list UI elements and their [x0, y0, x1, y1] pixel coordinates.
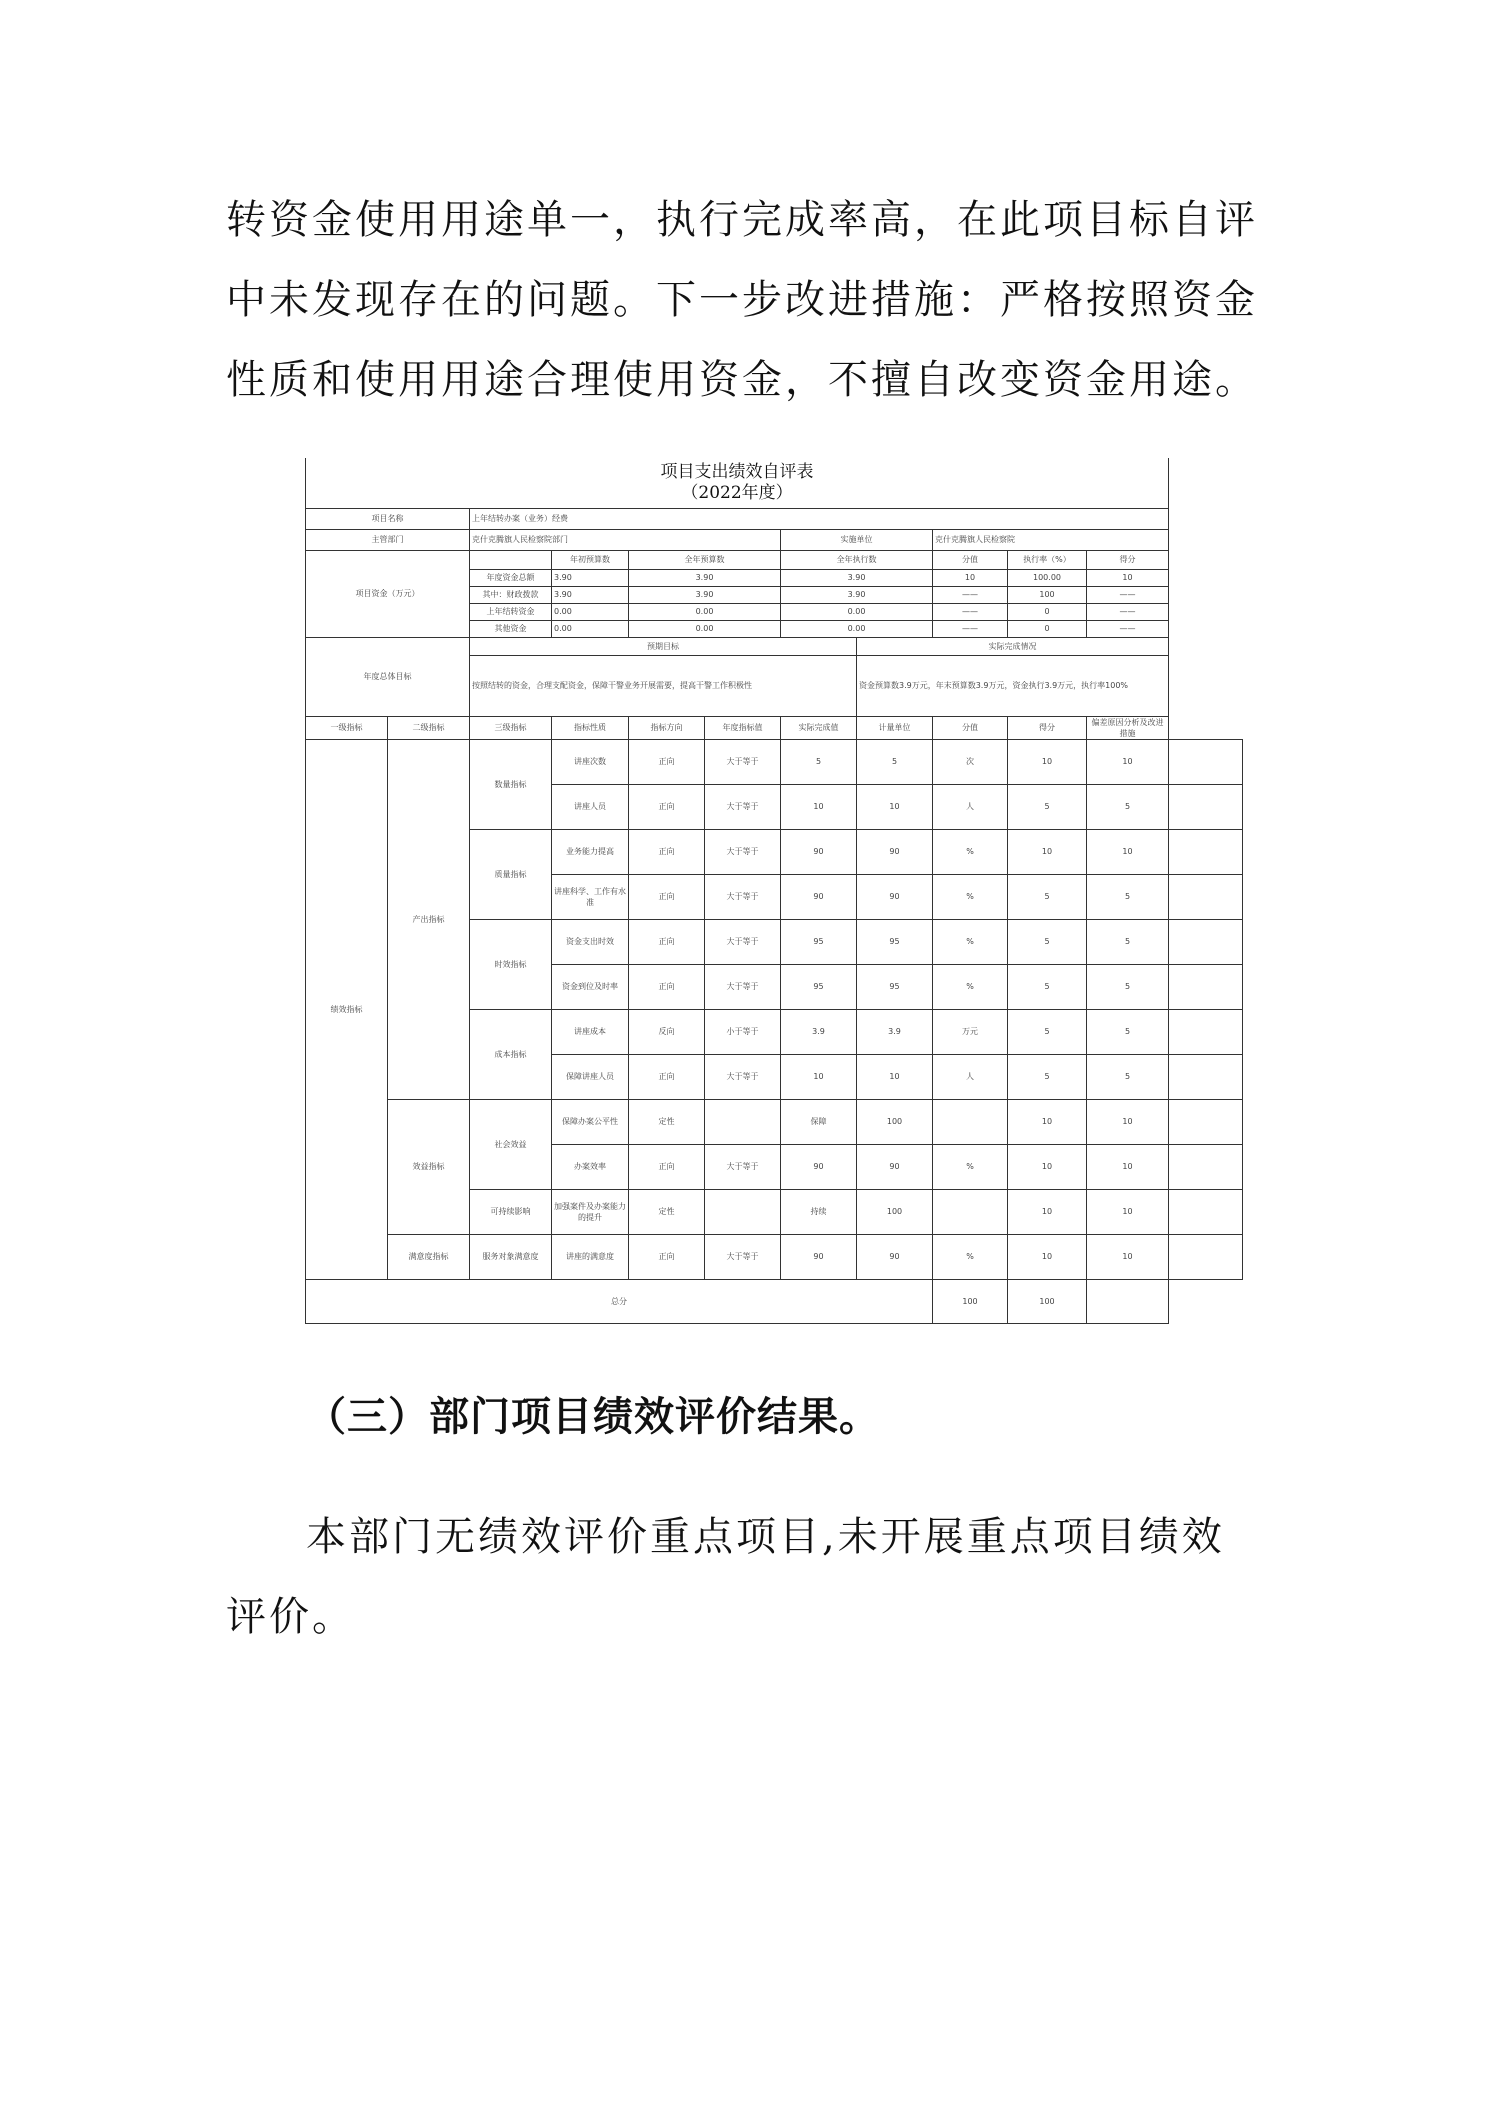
impl-value: 克什克腾旗人民检察院 [933, 529, 1169, 550]
indicator-row: 质量指标 业务能力提高 正向 大于等于 90 90 % 10 10 [306, 829, 1243, 874]
indicator-row: 成本指标 讲座成本 反向 小于等于 3.9 3.9 万元 5 5 [306, 1009, 1243, 1054]
fund-label: 项目资金（万元） [306, 550, 470, 637]
indicator-row: 效益指标 社会效益 保障办案公平性 定性 保障 100 10 10 [306, 1099, 1243, 1144]
goal-actual-header: 实际完成情况 [857, 637, 1169, 655]
indicator-row: 讲座人员 正向 大于等于 10 10 人 5 5 [306, 784, 1243, 829]
fund-header: 执行率（%） [1008, 550, 1087, 569]
project-name-label: 项目名称 [306, 508, 470, 529]
fund-header: 得分 [1087, 550, 1169, 569]
indicator-row: 讲座科学、工作有水准 正向 大于等于 90 90 % 5 5 [306, 874, 1243, 919]
indicator-header-row: 一级指标 二级指标 三级指标 指标性质 指标方向 年度指标值 实际完成值 计量单位 分值 得分 偏差原因分析及改进措施 [306, 716, 1243, 739]
table-title: 项目支出绩效自评表 （2022年度） [306, 458, 1169, 508]
fund-row: 年度资金总额 3.90 3.90 3.90 10 100.00 10 [306, 569, 1243, 586]
paragraph-2 [226, 1497, 1266, 1657]
goal-expected: 按照结转的资金，合理支配资金，保障干警业务开展需要，提高干警工作积极性 [470, 655, 857, 716]
goal-expected-header: 预期目标 [470, 637, 857, 655]
fund-row: 其中：财政拨款 3.90 3.90 3.90 —— 100 —— [306, 586, 1243, 603]
fund-row: 上年结转资金 0.00 0.00 0.00 —— 0 —— [306, 603, 1243, 620]
paragraph-1: 转资金使用用途单一，执行完成率高，在此项目标自评中未发现存在的问题。下一步改进措施：严格按照资金性质和使用用途合理使用资金，不擅自改变资金用途。 [226, 197, 1258, 403]
section-heading: （三）部门项目绩效评价结果。 [306, 1393, 880, 1440]
goal-label: 年度总体目标 [306, 637, 470, 716]
indicator-row: 资金到位及时率 正向 大于等于 95 95 % 5 5 [306, 964, 1243, 1009]
fund-header: 全年预算数 [629, 550, 781, 569]
impl-label: 实施单位 [781, 529, 933, 550]
l1-label: 绩效指标 [306, 739, 388, 1279]
indicator-row: 可持续影响 加强案件及办案能力的提升 定性 持续 100 10 10 [306, 1189, 1243, 1234]
indicator-row: 办案效率 正向 大于等于 90 90 % 10 10 [306, 1144, 1243, 1189]
fund-header: 分值 [933, 550, 1008, 569]
dept-label: 主管部门 [306, 529, 470, 550]
indicator-row: 绩效指标 产出指标 数量指标 讲座次数 正向 大于等于 5 5 次 10 10 [306, 739, 1243, 784]
performance-self-evaluation-table [305, 458, 1243, 1324]
total-row: 总分 100 100 [306, 1279, 1243, 1323]
indicator-row: 满意度指标 服务对象满意度 讲座的满意度 正向 大于等于 90 90 % 10 10 [306, 1234, 1243, 1279]
fund-row: 其他资金 0.00 0.00 0.00 —— 0 —— [306, 620, 1243, 637]
l2-effect: 效益指标 [388, 1099, 470, 1234]
fund-header: 年初预算数 [552, 550, 629, 569]
performance-table-image [305, 458, 1243, 1334]
l2-satisfaction: 满意度指标 [388, 1234, 470, 1279]
l2-output: 产出指标 [388, 739, 470, 1099]
fund-header: 全年执行数 [781, 550, 933, 569]
goal-actual: 资金预算数3.9万元，年末预算数3.9万元，资金执行3.9万元，执行率100% [857, 655, 1169, 716]
indicator-row: 保障讲座人员 正向 大于等于 10 10 人 5 5 [306, 1054, 1243, 1099]
paragraph-2-text: 本部门无绩效评价重点项目,未开展重点项目绩效评价。 [226, 1514, 1225, 1640]
dept-value: 克什克腾旗人民检察院部门 [470, 529, 781, 550]
project-name: 上年结转办案（业务）经费 [470, 508, 1169, 529]
indicator-row: 时效指标 资金支出时效 正向 大于等于 95 95 % 5 5 [306, 919, 1243, 964]
